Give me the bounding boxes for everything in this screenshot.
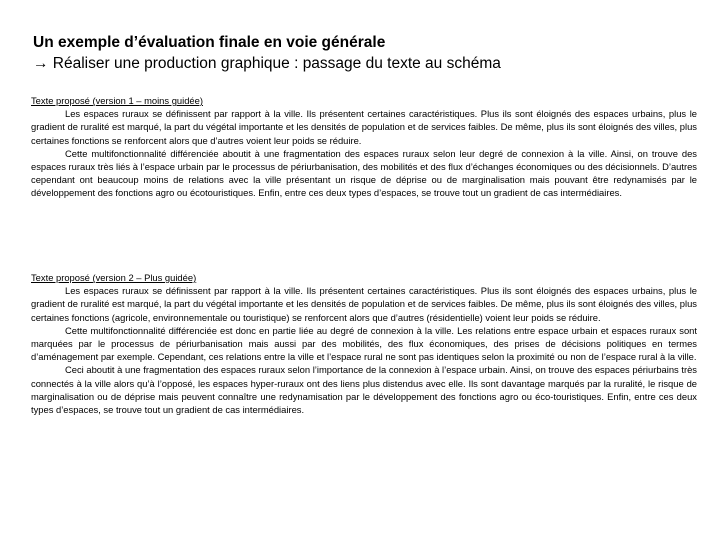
version-2-paragraph: Ceci aboutit à une fragmentation des espaces ruraux selon l’importance de la connexion à l’espace urbain. Ainsi, on trouve des espaces périurbains très connectés à la ville alors qu’à l’opposé, les espaces hyper-ruraux ont des liens plus distendus avec elle. Ils sont davantage marqués par la ruralité, le risque de marginalisation ou de déprise mais peuvent connaître une redynamisation par le développement des fonctions agro ou éco-touristiques. Enfin, entre ces deux types d’espaces, se trouve tout un gradient de cas intermédiaires. [31, 364, 697, 416]
text-version-2 [31, 271, 697, 416]
header [33, 33, 693, 74]
version-1-paragraph: Les espaces ruraux se définissent par rapport à la ville. Ils présentent certaines caractéristiques. Plus ils sont éloignés des espaces urbains, plus le gradient de ruralité est marqué, la part du végétal importante et les densités de population et de services faibles. De même, plus ils sont éloignés des villes, plus certaines fonctions se renforcent alors que d’autres voient leur poids se réduire. [31, 108, 697, 146]
version-1-heading: Texte proposé (version 1 – moins guidée) [31, 95, 203, 106]
version-2-paragraph: Cette multifonctionnalité différenciée est donc en partie liée au degré de connexion à la ville. Les relations entre espace urbain et espaces ruraux sont marquées par le processus de périurbanisation mais aussi par des mobilités, des flux économiques, des prises de décisions politiques en termes d’aménagement par exemple. Cependant, ces relations entre la ville et l’espace rural ne sont pas identiques selon la proximité ou non de l’espace rural à la ville. [31, 324, 697, 363]
version-1-paragraph: Cette multifonctionnalité différenciée aboutit à une fragmentation des espaces ruraux selon leur degré de connexion à la ville. Ainsi, on trouve des espaces ruraux très liés à l’espace urbain par le processus de périurbanisation, des mobilités et des flux d’échanges économiques ou des décisionnels. D’autres cependant ont beaucoup moins de relations avec la ville présentant un risque de déprise ou de marginalisation mais pouvant être redynamisés par le développement des fonctions agro ou écotouristiques. Enfin, entre ces deux types d’espaces, se trouve tout un gradient de cas intermédiaires. [31, 147, 697, 199]
page-subtitle: → Réaliser une production graphique : passage du texte au schéma [33, 55, 501, 72]
text-version-1 [31, 94, 697, 200]
version-2-paragraph: Les espaces ruraux se définissent par rapport à la ville. Ils présentent certaines caractéristiques. Plus ils sont éloignés des espaces urbains, plus le gradient de ruralité est marqué, la part du végétal importante et les densités de population et de services faibles. De même, plus ils sont éloignés des villes, plus certaines fonctions (agricole, environnementale ou touristique) se renforcent alors que d’autres (résidentielle) voient leur poids se réduire. [31, 285, 697, 323]
version-2-heading: Texte proposé (version 2 – Plus guidée) [31, 272, 197, 283]
page-title: Un exemple d’évaluation finale en voie générale [33, 34, 386, 51]
